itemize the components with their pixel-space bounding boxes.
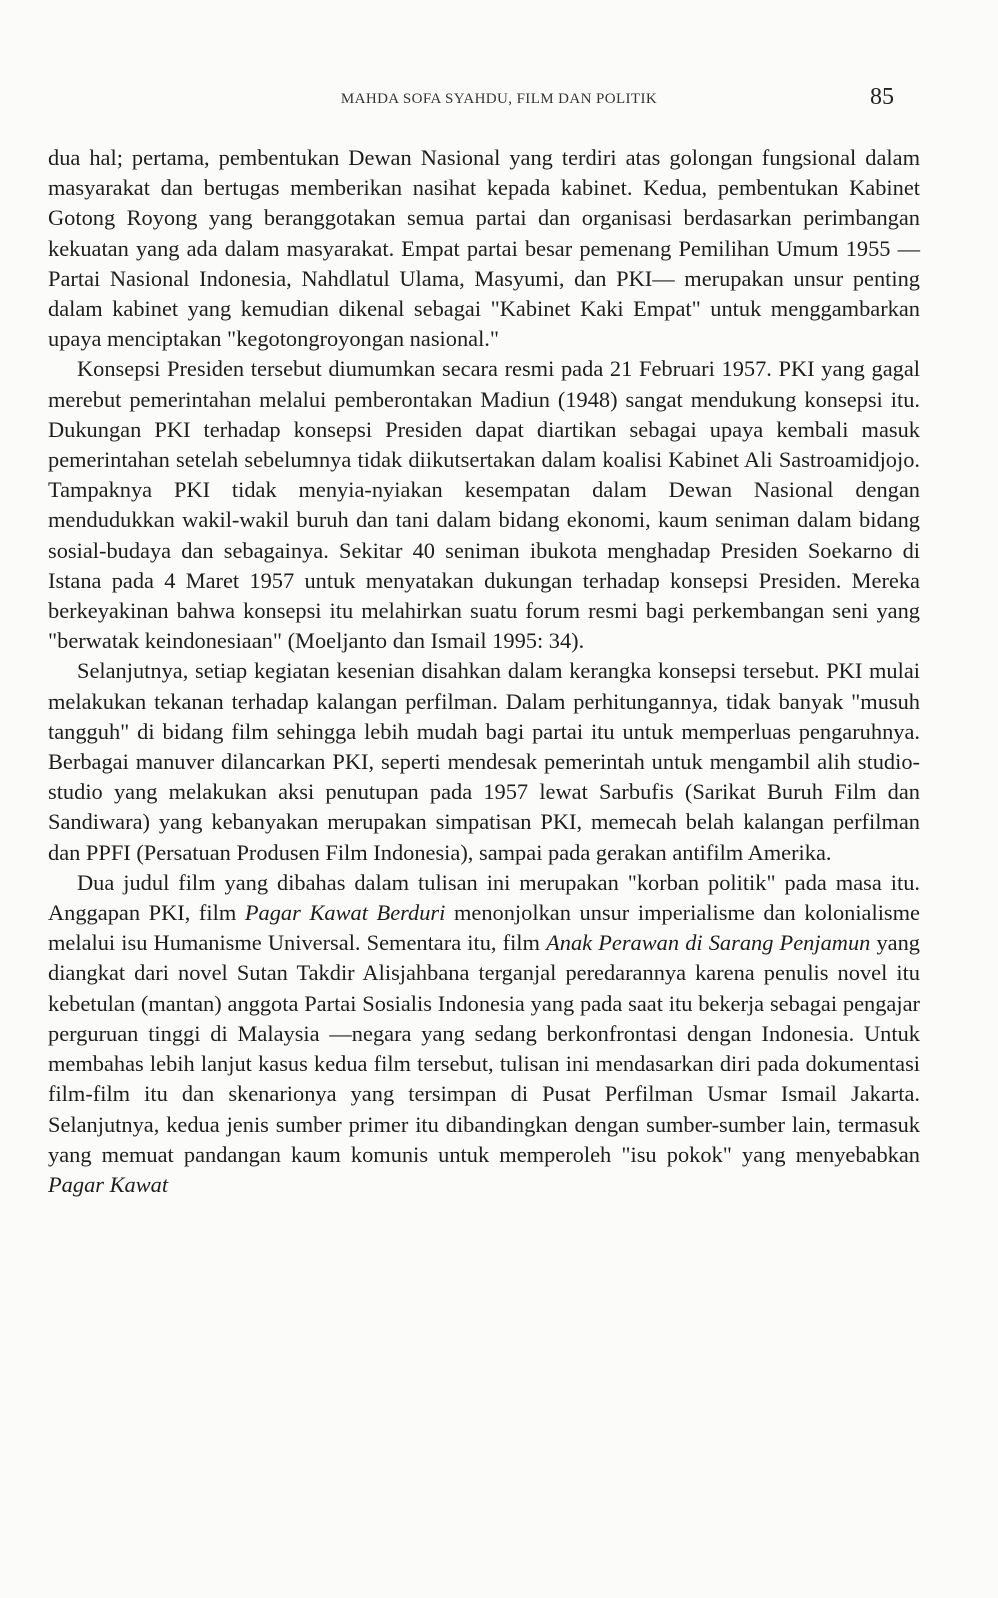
paragraph-2 xyxy=(48,354,920,656)
text-span: yang diangkat dari novel Sutan Takdir Alisjahbana terganjal peredarannya karena penulis novel itu kebetulan (mantan) anggota Partai Sosialis Indonesia yang pada saat itu bekerja sebagai pengajar perguruan tinggi di Malaysia —negara yang sedang berkonfrontasi dengan Indonesia. Untuk membahas lebih lanjut kasus kedua film tersebut, tulisan ini mendasarkan diri pada dokumentasi film-film itu dan skenarionya yang tersimpan di Pusat Perfilman Usmar Ismail Jakarta. Selanjutnya, kedua jenis sumber primer itu dibandingkan dengan sumber-sumber lain, termasuk yang memuat pandangan kaum komunis untuk memperoleh "isu pokok" yang menyebabkan xyxy=(48,930,920,1167)
text-span: dua hal; pertama, pembentukan Dewan Nasional yang terdiri atas golongan fungsional dalam masyarakat dan bertugas memberikan nasihat kepada kabinet. Kedua, pembentukan Kabinet Gotong Royong yang beranggotakan semua partai dan organisasi berdasarkan perimbangan kekuatan yang ada dalam masyarakat. Empat partai besar pemenang Pemilihan Umum 1955 —Partai Nasional Indonesia, Nahdlatul Ulama, Masyumi, dan PKI— merupakan unsur penting dalam kabinet yang kemudian dikenal sebagai "Kabinet Kaki Empat" untuk menggambarkan upaya menciptakan "kegotongroyongan nasional." xyxy=(48,145,920,352)
text-span: Selanjutnya, setiap kegiatan kesenian disahkan dalam kerangka konsepsi tersebut. PKI mulai melakukan tekanan terhadap kalangan perfilman. Dalam perhitungannya, tidak banyak "musuh tangguh" di bidang film sehingga lebih mudah bagi partai itu untuk memperluas pengaruhnya. Berbagai manuver dilancarkan PKI, seperti mendesak pemerintah untuk mengambil alih studio-studio yang melakukan aksi penutupan pada 1957 lewat Sarbufis (Sarikat Buruh Film dan Sandiwara) yang kebanyakan merupakan simpatisan PKI, memecah belah kalangan perfilman dan PPFI (Persatuan Produsen Film Indonesia), sampai pada gerakan antifilm Amerika. xyxy=(48,658,920,865)
page-number: 85 xyxy=(870,84,894,110)
text-span: Dua judul film yang dibahas dalam tulisan ini merupakan "korban politik" pada masa itu. Anggapan PKI, film xyxy=(48,869,920,926)
film-title-italic: Pagar Kawat xyxy=(48,1171,169,1197)
body-text xyxy=(48,143,920,1200)
running-header-title: MAHDA SOFA SYAHDU, FILM DAN POLITIK xyxy=(340,91,658,107)
paragraph-3 xyxy=(48,656,920,867)
paragraph-1 xyxy=(48,143,920,354)
film-title-italic: Anak Perawan di Sarang Penjamun xyxy=(546,930,871,956)
text-span: Konsepsi Presiden tersebut diumumkan secara resmi pada 21 Februari 1957. PKI yang gagal merebut pemerintahan melalui pemberontakan Madiun (1948) sangat mendukung konsepsi itu. Dukungan PKI terhadap konsepsi Presiden dapat diartikan sebagai upaya kembali masuk pemerintahan setelah sebelumnya tidak diikutsertakan dalam koalisi Kabinet Ali Sastroamidjojo. Tampaknya PKI tidak menyia-nyiakan kesempatan dalam Dewan Nasional dengan mendudukkan wakil-wakil buruh dan tani dalam bidang ekonomi, kaum seniman dalam bidang sosial-budaya dan sebagainya. Sekitar 40 seniman ibukota menghadap Presiden Soekarno di Istana pada 4 Maret 1957 untuk menyatakan dukungan terhadap konsepsi Presiden. Mereka berkeyakinan bahwa konsepsi itu melahirkan suatu forum resmi bagi perkembangan seni yang "berwatak keindonesiaan" (Moeljanto dan Ismail 1995: 34). xyxy=(48,356,920,654)
film-title-italic: Pagar Kawat Berduri xyxy=(244,900,446,926)
text-span: menonjolkan unsur imperialisme dan kolonialisme melalui isu Humanisme Universal. Sementara itu, film xyxy=(48,900,920,956)
paragraph-4 xyxy=(48,868,920,1200)
